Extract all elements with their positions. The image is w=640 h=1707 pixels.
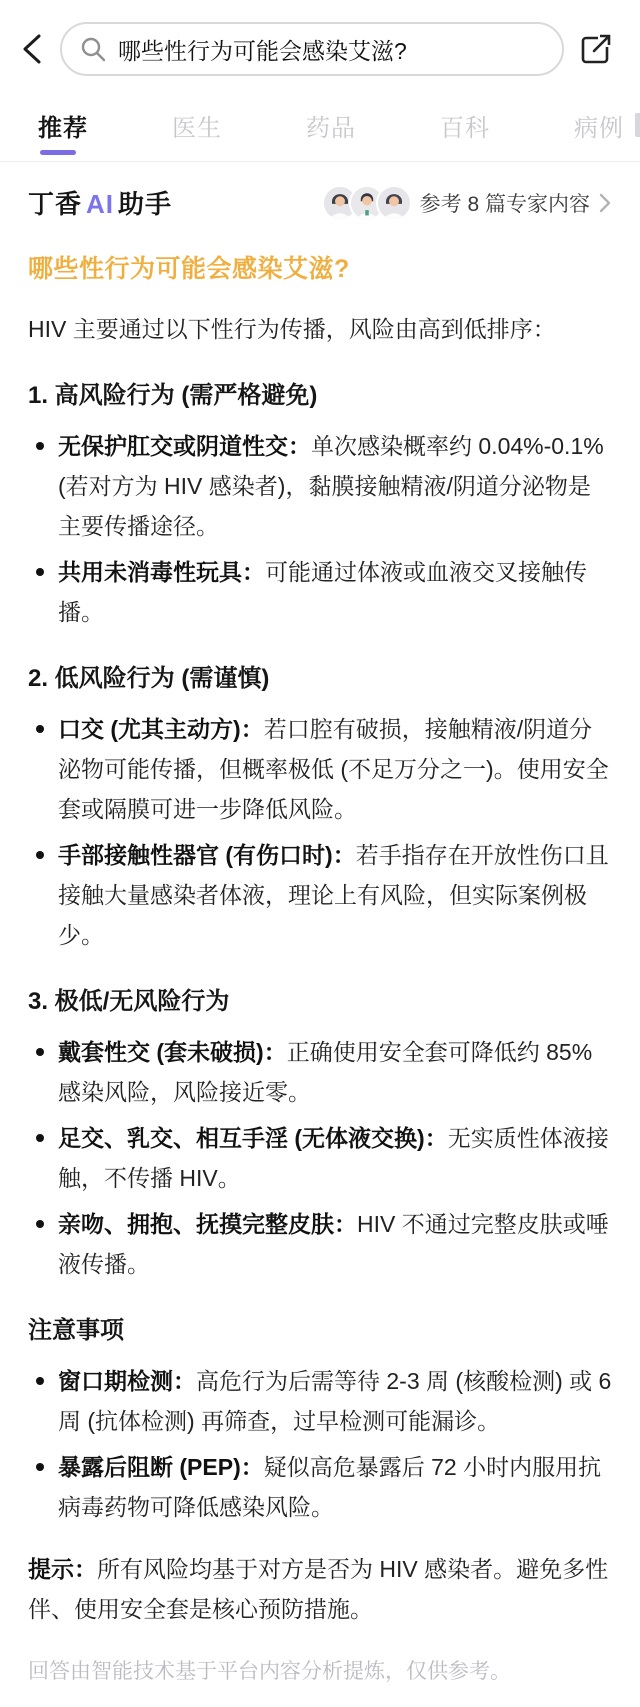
expert-avatars	[322, 185, 412, 221]
share-icon	[576, 29, 616, 69]
ai-answer-card	[0, 184, 640, 1707]
bullet-lead: 口交 (尤其主动方)：	[58, 716, 264, 742]
bullet-item	[28, 1118, 612, 1198]
bullet-item	[28, 1361, 612, 1441]
bullet-lead: 戴套性交 (套未破损)：	[58, 1039, 287, 1065]
search-input[interactable]	[60, 22, 564, 76]
answer-section	[28, 375, 612, 632]
bullet-list	[28, 1361, 612, 1527]
bullet-lead: 亲吻、拥抱、抚摸完整皮肤：	[58, 1211, 357, 1237]
answer-section	[28, 1310, 612, 1527]
intro-text: HIV 主要通过以下性行为传播，风险由高到低排序：	[28, 316, 556, 342]
tab-label: 药品	[306, 115, 356, 142]
tab-label: 百科	[440, 115, 490, 142]
section-heading: 3. 极低/无风险行为	[28, 988, 230, 1015]
section-heading: 注意事项	[28, 1317, 124, 1344]
bullet-text: 高危行为后需等待 2-3 周 (核酸检测) 或 6 周 (抗体检测) 再筛查，过早检测可能漏诊。	[58, 1368, 612, 1434]
tab-推荐[interactable]	[38, 108, 88, 161]
top-bar	[0, 0, 640, 76]
bullet-item	[28, 835, 612, 955]
tab-partial[interactable]	[635, 113, 640, 137]
chevron-right-icon	[598, 192, 612, 214]
bullet-text: 疑似高危暴露后 72 小时内服用抗病毒药物可降低感染风险。	[58, 1454, 602, 1520]
share-button[interactable]	[574, 22, 618, 76]
tip-lead: 提示：	[28, 1556, 97, 1582]
bullet-item	[28, 1032, 612, 1112]
tab-百科[interactable]	[440, 108, 490, 161]
tip-text: 所有风险均基于对方是否为 HIV 感染者。避免多性伴、使用安全套是核心预防措施。	[28, 1556, 609, 1622]
bullet-text: 单次感染概率约 0.04%-0.1% (若对方为 HIV 感染者)，黏膜接触精液/阴道分泌物是主要传播途径。	[58, 433, 604, 539]
active-tab-underline	[40, 150, 76, 155]
tab-label: 推荐	[38, 115, 88, 142]
search-query-text: 哪些性行为可能会感染艾滋?	[118, 37, 407, 64]
bullet-item	[28, 1204, 612, 1284]
bullet-item	[28, 426, 612, 546]
doctor-avatar-3	[376, 185, 412, 221]
search-icon	[80, 36, 106, 62]
bullet-text: HIV 不通过完整皮肤或唾液传播。	[58, 1211, 609, 1277]
bullet-text: 正确使用安全套可降低约 85% 感染风险，风险接近零。	[58, 1039, 593, 1105]
bullet-item	[28, 552, 612, 632]
tab-label: 医生	[172, 115, 222, 142]
bullet-text: 无实质性体液接触，不传播 HIV。	[58, 1125, 609, 1191]
question-heading: 哪些性行为可能会感染艾滋?	[28, 255, 350, 283]
answer-sections	[28, 375, 612, 1527]
tab-病例[interactable]	[574, 108, 624, 161]
bullet-item	[28, 709, 612, 829]
bullet-lead: 手部接触性器官 (有伤口时)：	[58, 842, 356, 868]
expert-references-link[interactable]	[322, 185, 612, 221]
reference-count-text: 参考 8 篇专家内容	[419, 192, 590, 216]
brand-suffix: 助手	[118, 189, 173, 219]
brand-ai: AI	[86, 189, 115, 219]
bullet-text: 可能通过体液或血液交叉接触传播。	[58, 559, 587, 625]
bullet-lead: 足交、乳交、相互手淫 (无体液交换)：	[58, 1125, 448, 1151]
back-button[interactable]	[14, 22, 50, 76]
brand-prefix: 丁香	[28, 189, 83, 219]
bullet-item	[28, 1447, 612, 1527]
tab-药品[interactable]	[306, 108, 356, 161]
tab-label: 病例	[574, 115, 624, 142]
bullet-list	[28, 1032, 612, 1284]
assistant-header	[28, 184, 612, 221]
tip-paragraph	[28, 1549, 612, 1629]
bullet-lead: 无保护肛交或阴道性交：	[58, 433, 311, 459]
tab-医生[interactable]	[172, 108, 222, 161]
disclaimer: 回答由智能技术基于平台内容分析提炼，仅供参考。	[28, 1660, 511, 1683]
section-heading: 2. 低风险行为 (需谨慎)	[28, 665, 270, 692]
bullet-text: 若手指存在开放性伤口且接触大量感染者体液，理论上有风险，但实际案例极少。	[58, 842, 609, 948]
tab-bar	[0, 76, 640, 162]
back-chevron-icon	[20, 32, 44, 66]
bullet-lead: 窗口期检测：	[58, 1368, 196, 1394]
answer-section	[28, 981, 612, 1284]
answer-section	[28, 658, 612, 955]
section-heading: 1. 高风险行为 (需严格避免)	[28, 382, 318, 409]
doctor-avatar-3-image	[378, 187, 410, 219]
bullet-list	[28, 426, 612, 632]
bullet-lead: 暴露后阻断 (PEP)：	[58, 1454, 264, 1480]
assistant-title	[28, 184, 172, 221]
bullet-text: 若口腔有破损，接触精液/阴道分泌物可能传播，但概率极低 (不足万分之一)。使用安全套或隔膜可进一步降低风险。	[58, 716, 609, 822]
bullet-list	[28, 709, 612, 955]
bullet-lead: 共用未消毒性玩具：	[58, 559, 265, 585]
